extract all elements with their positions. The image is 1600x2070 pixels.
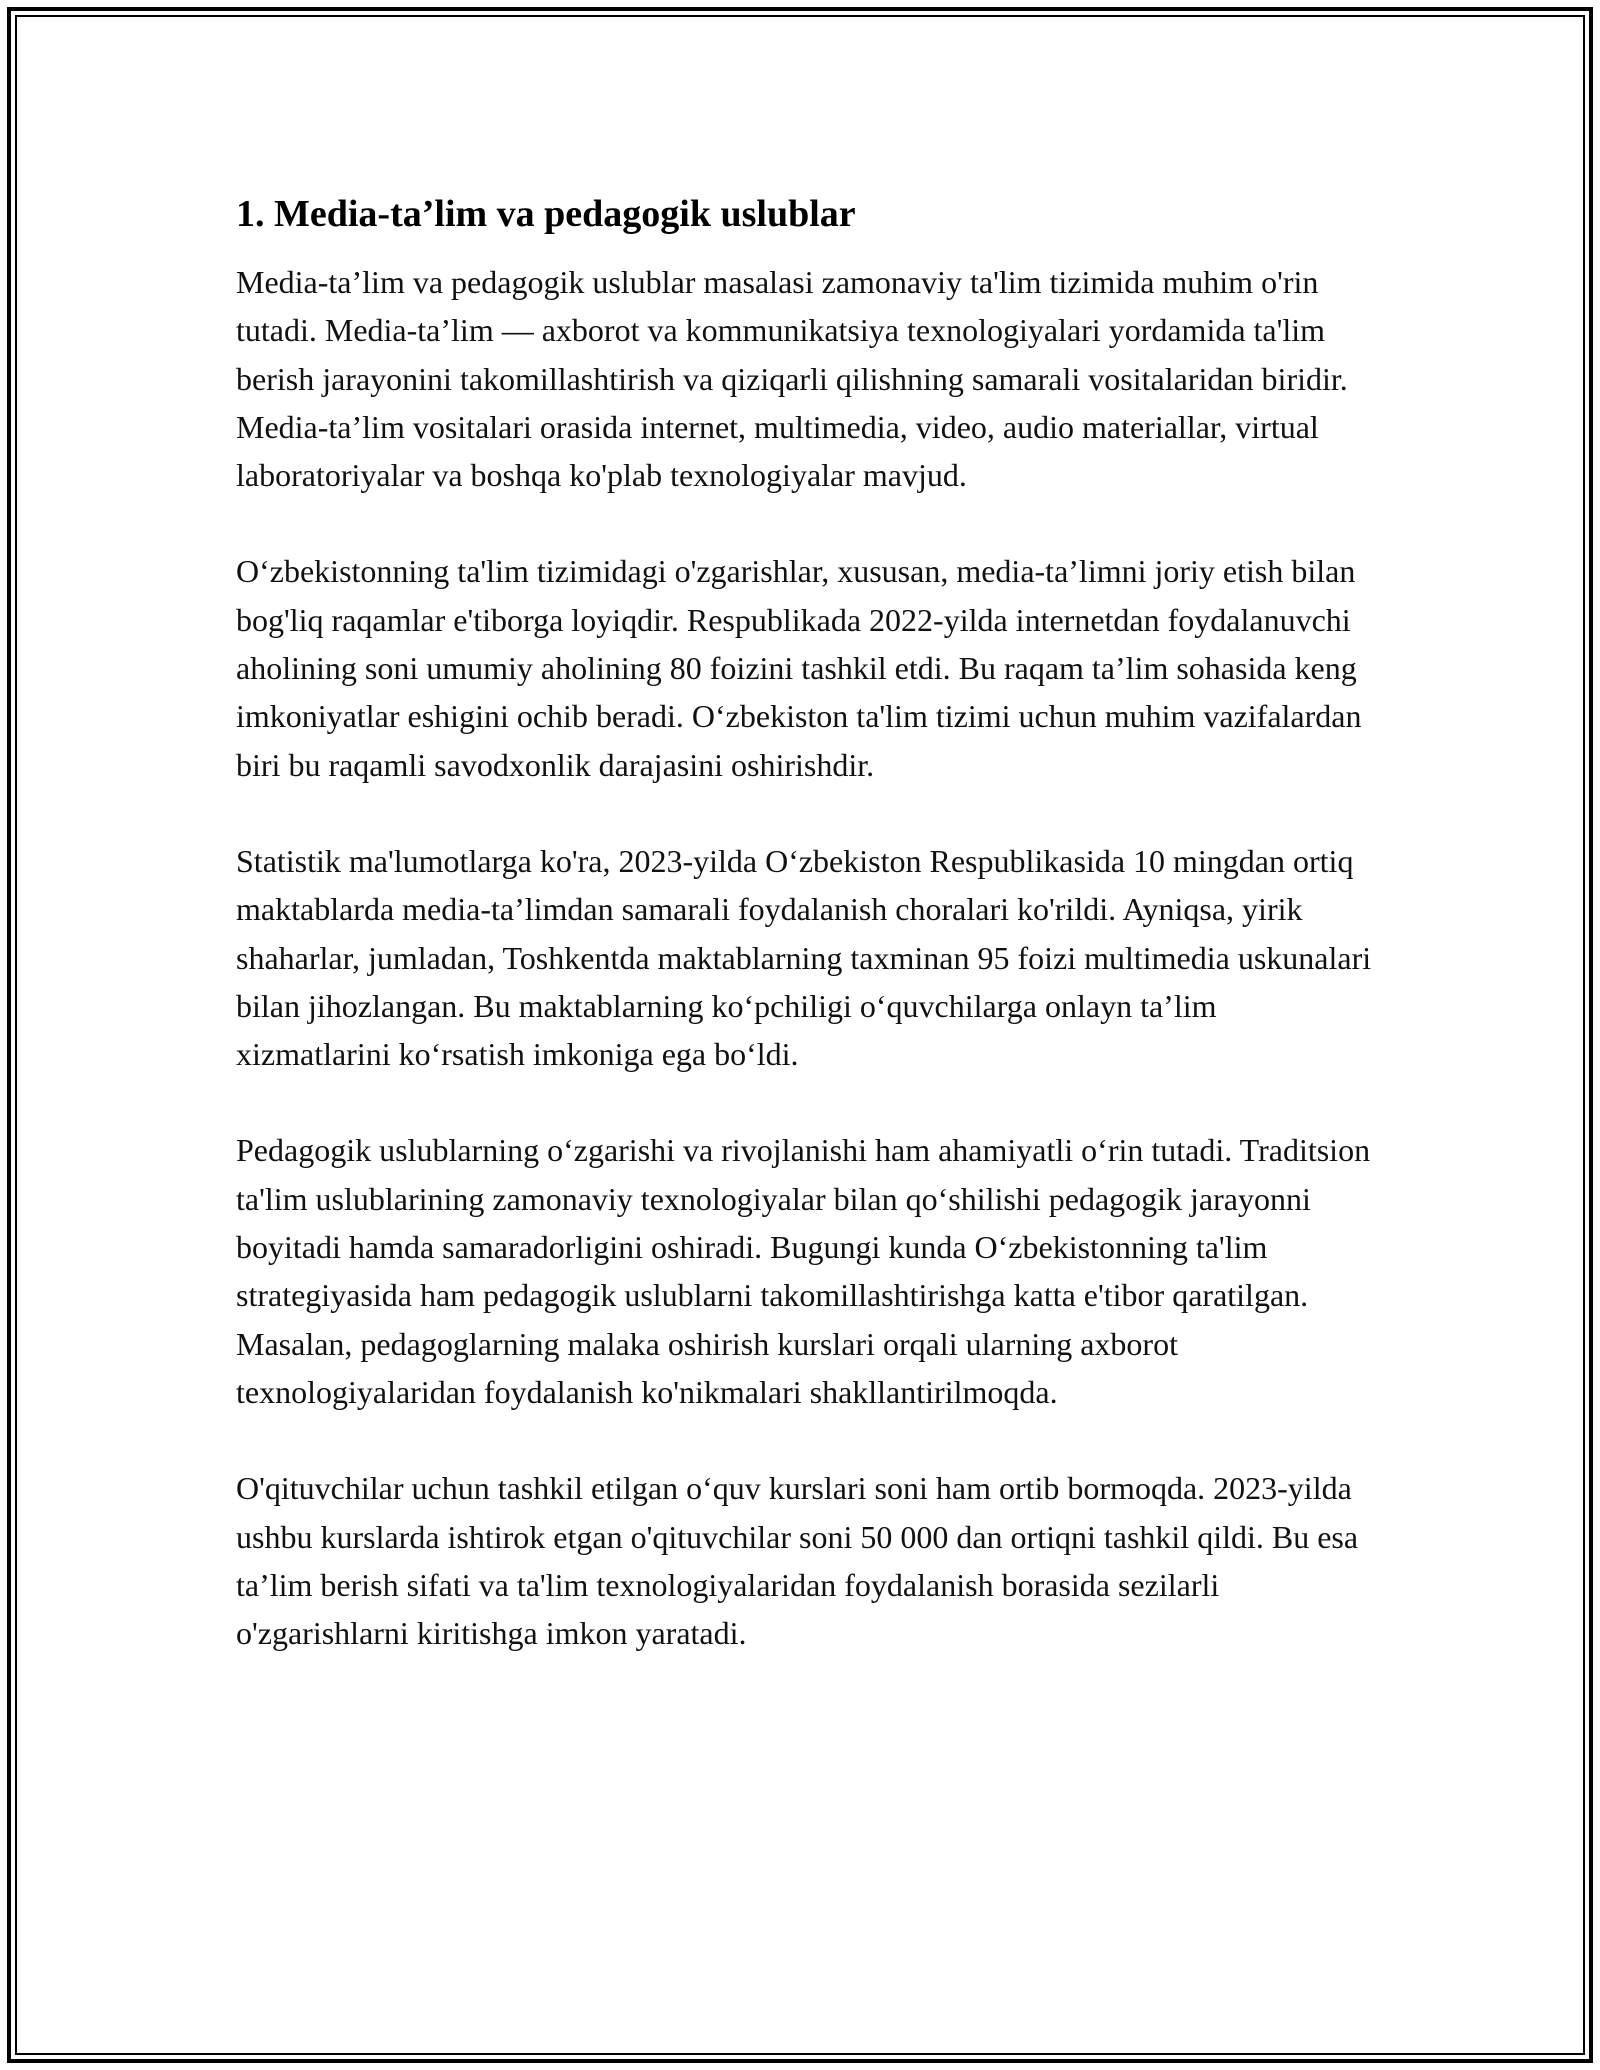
- paragraph-2: O‘zbekistonning ta'lim tizimidagi o'zgarishlar, xususan, media-ta’limni joriy etish bilan bog'liq raqamlar e'tiborga loyiqdir. Respublikada 2022-yilda internetdan foydalanuvchi aholining soni umumiy aholining 80 foizini tashkil etdi. Bu raqam ta’lim sohasida keng imkoniyatlar eshigini ochib beradi. O‘zbekiston ta'lim tizimi uchun muhim vazifalardan biri bu raqamli savodxonlik darajasini oshirishdir.: [236, 553, 1362, 783]
- paragraph-1: Media-ta’lim va pedagogik uslublar masalasi zamonaviy ta'lim tizimida muhim o'rin tutadi. Media-ta’lim — axborot va kommunikatsiya texnologiyalari yordamida ta'lim berish jarayonini takomillashtirish va qiziqarli qilishning samarali vositalaridan biridir. Media-ta’lim vositalari orasida internet, multimedia, video, audio materiallar, virtual laboratoriyalar va boshqa ko'plab texnologiyalar mavjud.: [236, 264, 1348, 494]
- paragraph-3: Statistik ma'lumotlarga ko'ra, 2023-yilda O‘zbekiston Respublikasida 10 mingdan ortiq maktablarda media-ta’limdan samarali foydalanish choralari ko'rildi. Ayniqsa, yirik shaharlar, jumladan, Toshkentda maktablarning taxminan 95 foizi multimedia uskunalari bilan jihozlangan. Bu maktablarning ko‘pchiligi o‘quvchilarga onlayn ta’lim xizmatlarini ko‘rsatish imkoniga ega bo‘ldi.: [236, 842, 1372, 1073]
- paragraph-4: Pedagogik uslublarning o‘zgarishi va rivojlanishi ham ahamiyatli o‘rin tutadi. Traditsion ta'lim uslublarining zamonaviy texnologiyalar bilan qo‘shilishi pedagogik jarayonni boyitadi hamda samaradorligini oshiradi. Bugungi kunda O‘zbekistonning ta'lim strategiyasida ham pedagogik uslublarni takomillashtirishga katta e'tibor qaratilgan. Masalan, pedagoglarning malaka oshirish kurslari orqali ularning axborot texnologiyalaridan foydalanish ko'nikmalari shakllantirilmoqda.: [236, 1132, 1371, 1410]
- section-heading: 1. Media-ta’lim va pedagogik uslublar: [236, 193, 856, 235]
- document-body: [236, 186, 1376, 1705]
- paragraph-5: O'qituvchilar uchun tashkil etilgan o‘quv kurslari soni ham ortib bormoqda. 2023-yilda ushbu kurslarda ishtirok etgan o'qituvchilar soni 50 000 dan ortiqni tashkil qildi. Bu esa ta’lim berish sifati va ta'lim texnologiyalaridan foydalanish borasida sezilarli o'zgarishlarni kiritishga imkon yaratadi.: [236, 1470, 1359, 1652]
